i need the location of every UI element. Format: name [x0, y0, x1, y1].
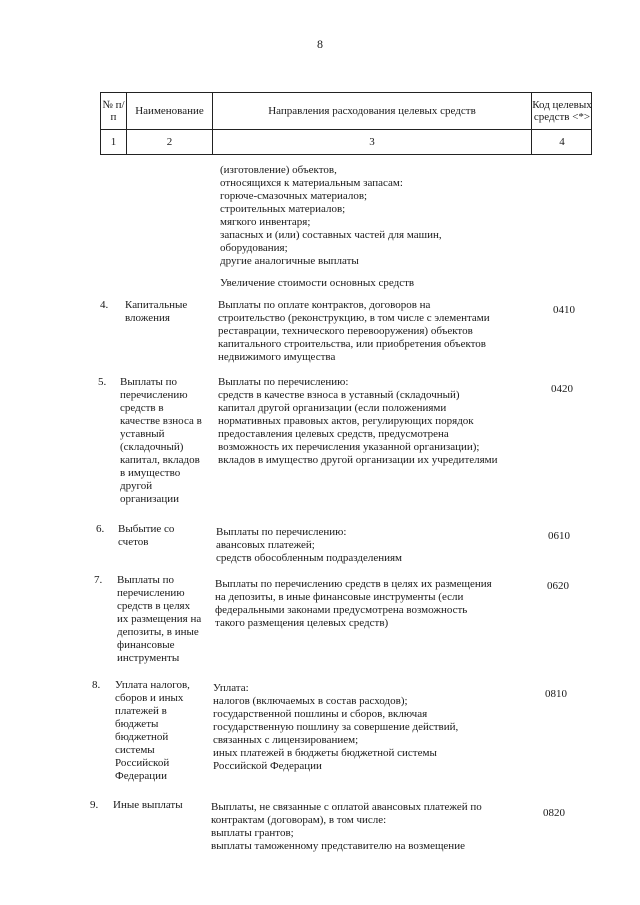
row-code: 0810 — [545, 688, 567, 700]
row-code: 0610 — [548, 530, 570, 542]
row-desc: Выплаты, не связанные с оплатой авансовых платежей по контрактам (договорам), в том числе: выплаты грантов; выплаты таможенному представителю на возмещение — [211, 801, 482, 852]
continuation-text: (изготовление) объектов, относящихся к материальным запасам: горюче-смазочных материалов; строительных материалов; мягкого инвентаря; запасных и (или) составных частей для машин, оборудования; другие аналогичные выплаты — [220, 164, 442, 267]
row-code: 0820 — [543, 807, 565, 819]
row-code: 0420 — [551, 383, 573, 395]
row-num: 6. — [96, 523, 105, 535]
header-n4: 4 — [559, 136, 565, 148]
row-num: 9. — [90, 799, 99, 811]
row-desc: Выплаты по оплате контрактов, договоров на строительство (реконструкцию, в том числе с элементами реставрации, технического перевооружения) объектов капитального строительства, или приобретения объектов недвижимого имущества — [218, 299, 490, 363]
row-desc: Выплаты по перечислению: авансовых платежей; средств обособленным подразделениям — [216, 526, 403, 564]
header-n2: 2 — [166, 136, 173, 148]
row-name: Выбытие со счетов — [118, 523, 175, 548]
row-code: 0410 — [553, 304, 575, 316]
row-desc: Выплаты по перечислению средств в целях их размещения на депозиты, в иные финансовые инструменты (если федеральными законами предусмотрена возможность такого размещения целевых средств) — [215, 578, 492, 629]
header-name: Наименование — [135, 105, 204, 117]
row-name: Иные выплаты — [113, 799, 183, 811]
row-name: Уплата налогов, сборов и иных платежей в бюджеты бюджетной системы Российской Федерации — [115, 679, 190, 782]
row-num: 8. — [92, 679, 101, 691]
table-header — [100, 92, 592, 155]
header-n3: 3 — [369, 136, 375, 148]
page-number: 8 — [317, 37, 323, 51]
header-code: Код целевых средств <*> — [532, 99, 592, 123]
row-num: 4. — [100, 299, 109, 311]
row-desc: Выплаты по перечислению: средств в качестве взноса в уставный (складочный) капитал другой организации (если положениями нормативных правовых актов, регулирующих порядок предоставления целевых средств, предусмотрена возможность их перечисления указанной организации); вкладов в имущество другой организации их учредителями — [218, 376, 498, 466]
row-num: 5. — [98, 376, 107, 388]
row-name: Выплаты по перечислению средств в качестве взноса в уставный (складочный) капитал, вкладов в имущество другой организации — [120, 376, 202, 505]
header-direction: Направления расходования целевых средств — [268, 105, 476, 117]
continuation-text-2: Увеличение стоимости основных средств — [220, 277, 415, 289]
header-n1: 1 — [110, 136, 117, 148]
row-name: Выплаты по перечислению средств в целях их размещения на депозиты, в иные финансовые инструменты — [117, 574, 202, 664]
row-name: Капитальные вложения — [125, 299, 188, 324]
row-code: 0620 — [547, 580, 569, 592]
row-num: 7. — [94, 574, 103, 586]
header-num: № п/п — [102, 99, 125, 123]
row-desc: Уплата: налогов (включаемых в состав расходов); государственной пошлины и сборов, включая государственную пошлину за совершение действий, связанных с лицензированием; иных платежей в бюджеты бюджетной системы Российской Федерации — [213, 682, 459, 772]
